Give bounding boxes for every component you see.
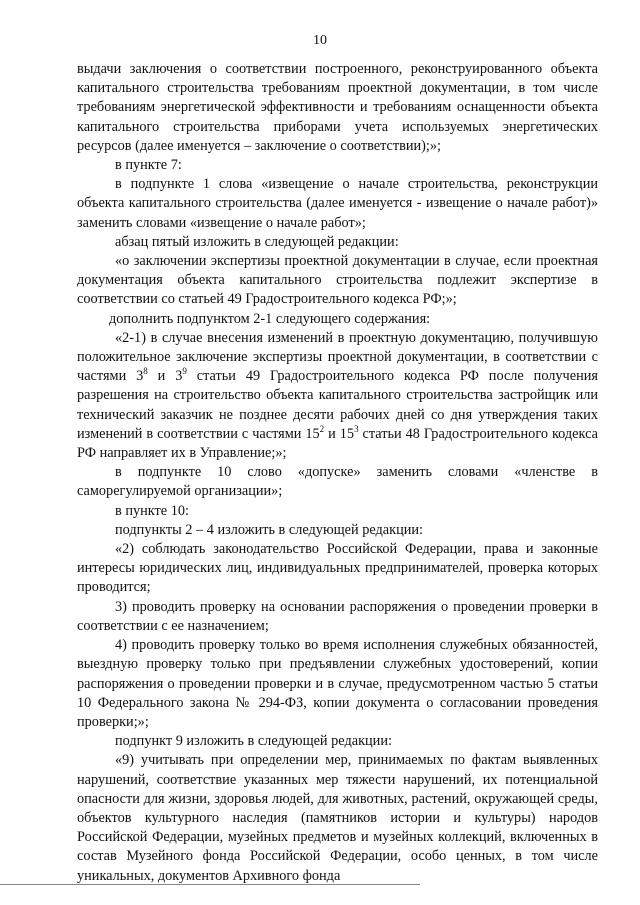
paragraph-segment: статьи 49 Градостроительного кодекса РФ после получения разрешения на строительство объекта капитального строительства застройщик или технический заказчик не позднее десяти рабочих дней со дня утверждения таких изменений в соответствии с частями 15 <box>77 368 598 442</box>
paragraph <box>77 329 598 463</box>
paragraph-segment: «2-1) в случае внесения изменений в проектную документацию, получившую положительное заключение экспертизы проектной документации, в соответствии с частями 3 <box>77 329 598 385</box>
footer-divider <box>0 884 420 885</box>
paragraph: дополнить подпунктом 2-1 следующего содержания: <box>109 310 431 327</box>
paragraph-segment: статьи 48 Градостроительного кодекса РФ направляет их в Управление;»; <box>77 425 598 462</box>
paragraph: 3) проводить проверку на основании распоряжения о проведении проверки в соответствии с ее назначением; <box>77 598 598 634</box>
superscript: 3 <box>354 424 359 435</box>
paragraph: в пункте 10: <box>115 502 189 519</box>
paragraph: в подпункте 10 слово «допуске» заменить словами «членстве в саморегулируемой организации»; <box>77 464 598 500</box>
paragraph: «2) соблюдать законодательство Российской Федерации, права и законные интересы юридических лиц, индивидуальных предпринимателей, проверка которых проводится; <box>77 541 598 596</box>
page-number: 10 <box>313 33 327 48</box>
paragraph: 4) проводить проверку только во время исполнения служебных обязанностей, выездную проверку только при предъявлении служебных удостоверений, копии распоряжения о проведении проверки и в случае, предусмотренном частью 5 статьи 10 Федерального закона № 294-ФЗ, копии документа о согласовании проведения проверки;»; <box>77 637 598 730</box>
superscript: 8 <box>143 366 148 377</box>
paragraph: подпункт 9 изложить в следующей редакции: <box>115 733 392 750</box>
paragraph: в пункте 7: <box>115 157 182 174</box>
paragraph-segment: и 3 <box>147 368 183 385</box>
paragraph: выдачи заключения о соответствии построенного, реконструированного объекта капитального строительства требованиям проектной документации, в том числе требованиям энергетической эффективности и требованиям оснащенности объекта капитального строительства приборами учета используемых энергетических ресурсов (далее именуется – заключение о соответствии);»; <box>77 61 598 154</box>
paragraph: подпункты 2 – 4 изложить в следующей редакции: <box>115 521 424 538</box>
document-body <box>77 60 598 886</box>
paragraph: абзац пятый изложить в следующей редакции: <box>115 233 399 250</box>
superscript: 2 <box>319 424 325 435</box>
paragraph: в подпункте 1 слова «извещение о начале строительства, реконструкции объекта капитального строительства (далее именуется - извещение о начале работ)» заменить словами «извещение о начале работ»; <box>77 176 598 231</box>
paragraph-segment: и 15 <box>324 425 355 442</box>
paragraph: «о заключении экспертизы проектной документации в случае, если проектная документация объекта капитального строительства подлежит экспертизе в соответствии со статьей 49 Градостроительного кодекса РФ;»; <box>77 253 598 308</box>
paragraph: «9) учитывать при определении мер, принимаемых по фактам выявленных нарушений, соответствие указанных мер тяжести нарушений, их потенциальной опасности для жизни, здоровья людей, для животных, растений, окружающей среды, объектов культурного наследия (памятников истории и культуры) народов Российской Федерации, музейных предметов и музейных коллекций, включенных в состав Музейного фонда Российской Федерации, особо ценных, в том числе уникальных, документов Архивного фонда <box>77 752 598 884</box>
superscript: 9 <box>182 366 187 377</box>
